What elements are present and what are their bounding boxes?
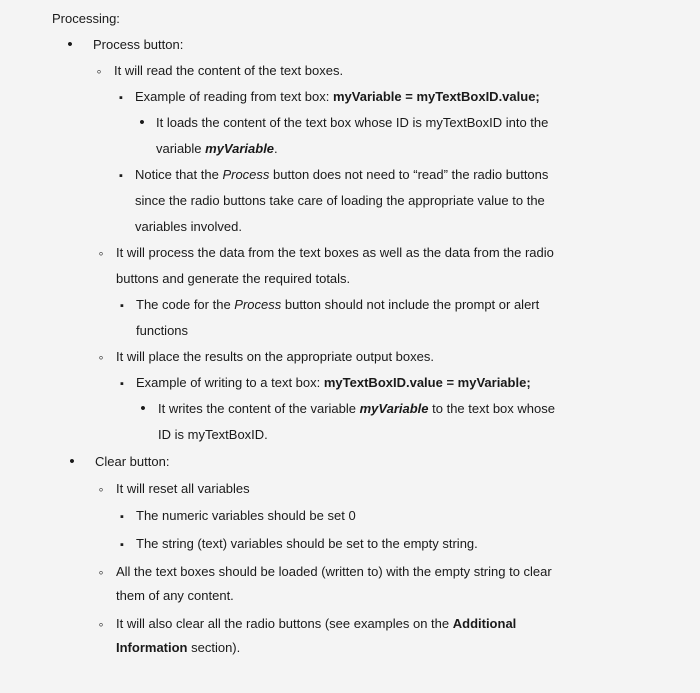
bullet-square-icon [116, 508, 128, 525]
bullet-square-icon [116, 375, 128, 392]
bullet-disc-icon [137, 401, 149, 417]
radio-line2 [116, 640, 240, 656]
boxes-line2: them of any content. [116, 588, 234, 603]
radio-line1 [116, 616, 516, 632]
bullet-circle-icon [95, 245, 107, 262]
notice-line1 [135, 167, 548, 183]
notice-process: Process [222, 167, 270, 182]
read-detail-suffix: . [274, 141, 278, 156]
numeric-text: The numeric variables should be set 0 [136, 508, 356, 523]
process-line2: buttons and generate the required totals. [116, 271, 351, 286]
bullet-disc-icon [66, 454, 78, 470]
place-text: It will place the results on the appropriate output boxes. [116, 349, 434, 364]
reset-text: It will reset all variables [116, 481, 250, 496]
code-line2: functions [136, 323, 189, 338]
clear-button-title: Clear button: [95, 454, 170, 469]
boxes-line1: All the text boxes should be loaded (written to) with the empty string to clear [116, 564, 552, 579]
read-detail-line1: It loads the content of the text box whose ID is myTextBoxID into the [156, 115, 549, 130]
bullet-circle-icon [95, 564, 107, 581]
place-example [136, 375, 531, 391]
process-line1: It will process the data from the text boxes as well as the data from the radio [116, 245, 554, 260]
read-text: It will read the content of the text boxes. [114, 63, 344, 78]
bullet-circle-icon [95, 616, 107, 633]
bullet-disc-icon [64, 37, 76, 53]
radio-additional: Additional [452, 616, 517, 631]
place-detail-variable: myVariable [359, 401, 429, 416]
place-detail-suffix: to the text box whose [428, 401, 555, 416]
notice-line3: variables involved. [135, 219, 242, 234]
code-line1 [136, 297, 539, 313]
bullet-square-icon [116, 536, 128, 553]
bullet-disc-icon [136, 115, 148, 131]
bullet-square-icon [115, 167, 127, 184]
bullet-circle-icon [95, 481, 107, 498]
section-heading: Processing: [52, 11, 120, 26]
code-process: Process [234, 297, 282, 312]
place-detail-line1 [158, 401, 555, 417]
place-detail-prefix: It writes the content of the variable [158, 401, 360, 416]
radio-information: Information [116, 640, 188, 655]
radio-prefix: It will also clear all the radio buttons (see examples on the [116, 616, 453, 631]
string-text: The string (text) variables should be set to the empty string. [136, 536, 478, 551]
read-detail-prefix: variable [156, 141, 206, 156]
bullet-circle-icon [95, 349, 107, 366]
process-button-title: Process button: [93, 37, 184, 52]
place-example-prefix: Example of writing to a text box: [136, 375, 324, 390]
read-example-prefix: Example of reading from text box: [135, 89, 333, 104]
notice-line2: since the radio buttons take care of loading the appropriate value to the [135, 193, 545, 208]
bullet-square-icon [116, 297, 128, 314]
read-detail-variable: myVariable [205, 141, 275, 156]
read-detail-line2 [156, 141, 278, 157]
code-suffix: button should not include the prompt or alert [281, 297, 540, 312]
read-example [135, 89, 540, 105]
notice-prefix: Notice that the [135, 167, 223, 182]
place-example-code: myTextBoxID.value = myVariable; [323, 375, 531, 390]
bullet-circle-icon [93, 63, 105, 80]
bullet-square-icon [115, 89, 127, 106]
place-detail-line2: ID is myTextBoxID. [158, 427, 268, 442]
notice-suffix: button does not need to “read” the radio buttons [269, 167, 549, 182]
code-prefix: The code for the [136, 297, 235, 312]
read-example-code: myVariable = myTextBoxID.value; [332, 89, 540, 104]
radio-suffix: section). [187, 640, 241, 655]
